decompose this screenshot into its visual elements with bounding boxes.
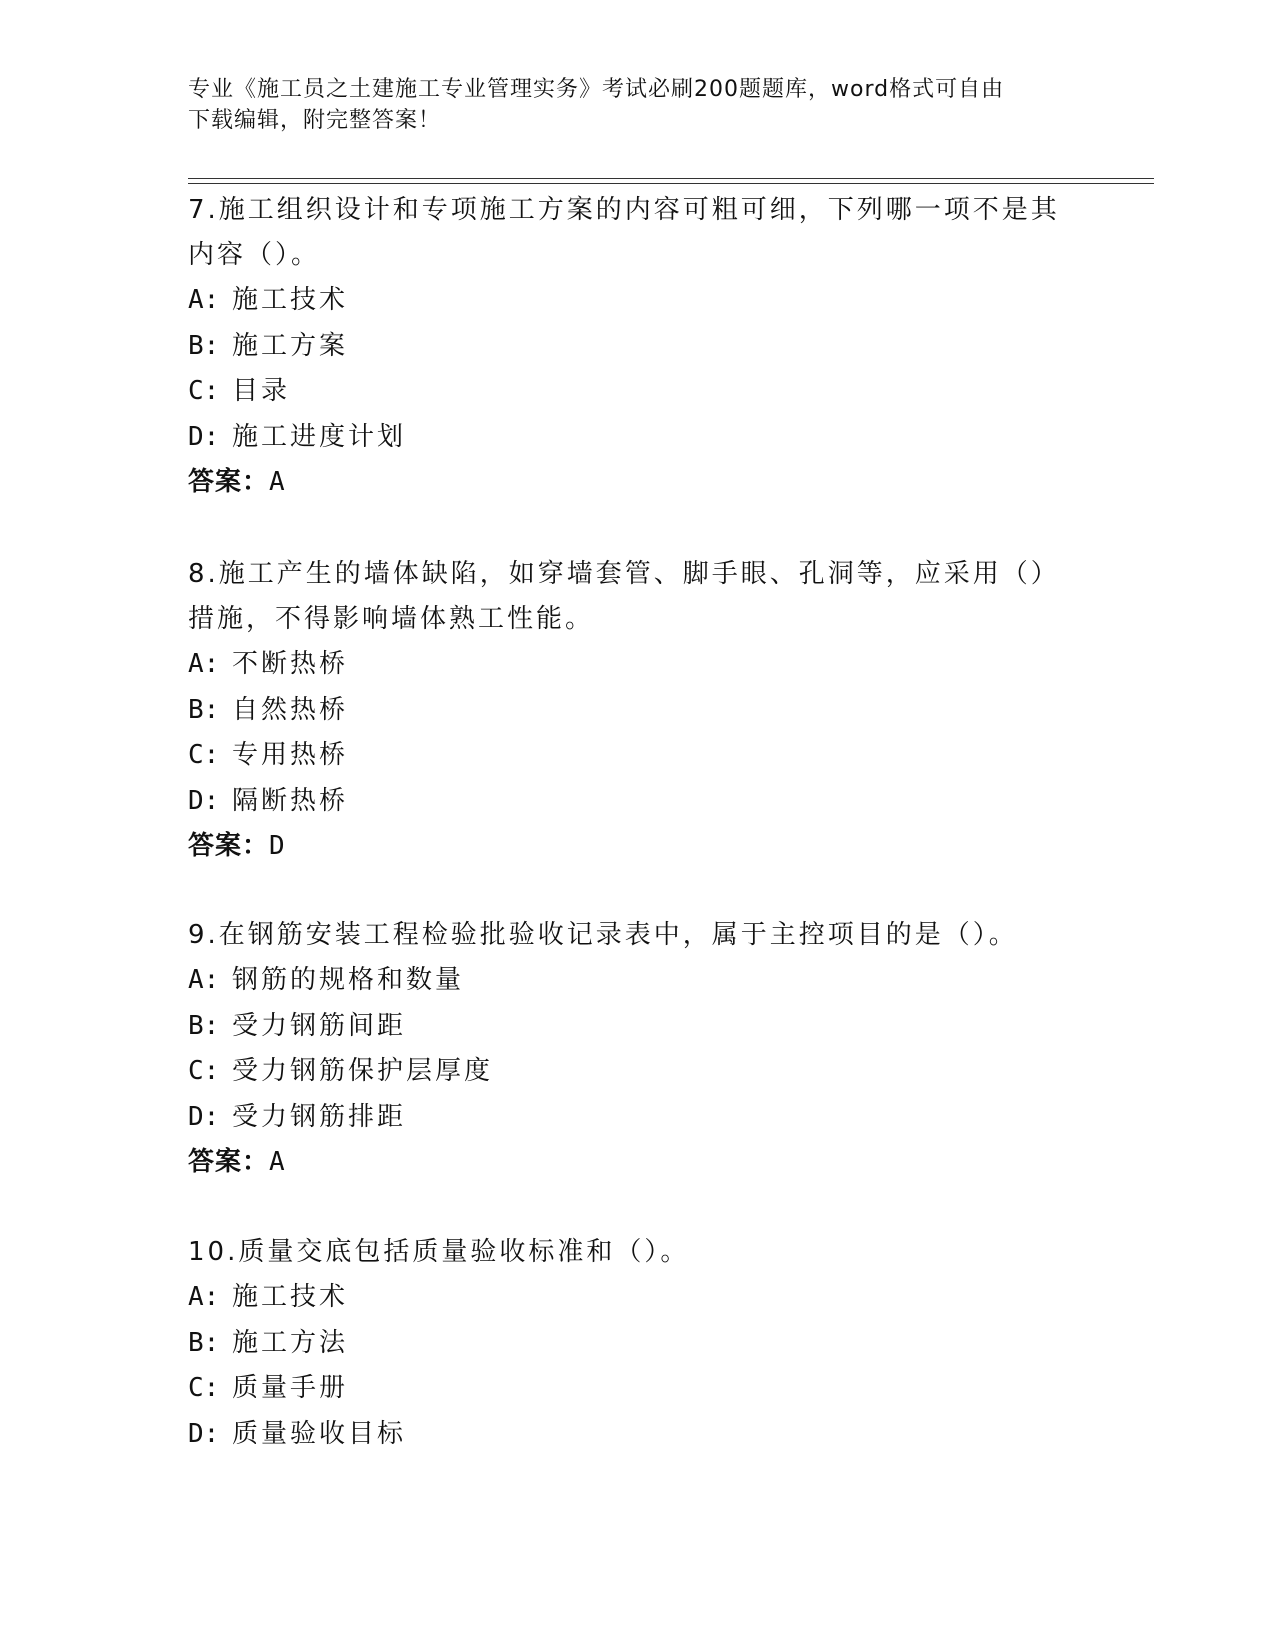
option-text: 施工方案 <box>232 330 349 361</box>
answer-label: 答案： <box>188 831 270 861</box>
answer-value: D <box>269 831 286 861</box>
option-d <box>188 1412 1088 1458</box>
option-key: A: <box>188 285 220 315</box>
option-text: 目录 <box>232 376 291 406</box>
option-key: A: <box>188 965 220 995</box>
option-a <box>188 958 1088 1004</box>
answer-label: 答案： <box>188 467 270 497</box>
answer-label: 答案： <box>188 1147 270 1177</box>
option-c <box>188 733 1088 779</box>
question-10 <box>188 1230 1088 1457</box>
option-text: 专用热桥 <box>232 740 349 770</box>
option-text: 质量验收目标 <box>232 1418 407 1449</box>
option-key: D: <box>188 1101 220 1132</box>
question-text: 9.在钢筋安装工程检验批验收记录表中，属于主控项目的是（）。 <box>188 920 1018 950</box>
option-text: 隔断热桥 <box>232 785 349 816</box>
option-text: 质量手册 <box>232 1373 349 1403</box>
option-key: B: <box>188 1327 220 1358</box>
option-d <box>188 415 1088 461</box>
question-text: 7.施工组织设计和专项施工方案的内容可粗可细，下列哪一项不是其内容（）。 <box>188 195 1060 270</box>
header-divider-bottom <box>188 183 1154 184</box>
answer-line <box>188 824 1088 869</box>
option-key: B: <box>188 1010 220 1041</box>
answer-value: A <box>269 1147 286 1177</box>
option-text: 施工技术 <box>232 1282 349 1312</box>
option-text: 受力钢筋排距 <box>232 1101 407 1132</box>
option-text: 不断热桥 <box>232 649 349 679</box>
option-text: 钢筋的规格和数量 <box>232 965 465 995</box>
option-d <box>188 1095 1088 1141</box>
option-key: C: <box>188 740 220 770</box>
answer-value: A <box>269 467 286 497</box>
header-divider-top <box>188 178 1154 179</box>
option-b <box>188 688 1088 734</box>
option-a <box>188 1275 1088 1321</box>
option-text: 受力钢筋间距 <box>232 1010 407 1041</box>
option-c <box>188 369 1088 415</box>
option-key: D: <box>188 421 220 452</box>
option-text: 自然热桥 <box>232 694 349 725</box>
question-9 <box>188 913 1088 1185</box>
option-key: C: <box>188 1056 220 1086</box>
question-8 <box>188 552 1088 869</box>
option-key: B: <box>188 694 220 725</box>
answer-line <box>188 1140 1088 1185</box>
option-text: 受力钢筋保护层厚度 <box>232 1056 494 1086</box>
option-key: A: <box>188 1282 220 1312</box>
option-key: D: <box>188 1418 220 1449</box>
header-line-1: 专业《施工员之土建施工专业管理实务》考试必刷200题题库，word格式可自由 <box>188 77 1005 102</box>
option-key: A: <box>188 649 220 679</box>
option-b <box>188 324 1088 370</box>
option-key: D: <box>188 785 220 816</box>
option-text: 施工方法 <box>232 1327 349 1358</box>
option-b <box>188 1321 1088 1367</box>
option-d <box>188 779 1088 825</box>
option-b <box>188 1004 1088 1050</box>
option-key: C: <box>188 1373 220 1403</box>
answer-line <box>188 460 1088 505</box>
option-text: 施工技术 <box>232 285 349 315</box>
question-text: 10.质量交底包括质量验收标准和（）。 <box>188 1237 690 1267</box>
option-c <box>188 1366 1088 1412</box>
option-a <box>188 642 1088 688</box>
option-key: B: <box>188 330 220 361</box>
document-header <box>188 74 1068 136</box>
option-text: 施工进度计划 <box>232 421 407 452</box>
option-c <box>188 1049 1088 1095</box>
question-7 <box>188 188 1088 505</box>
option-key: C: <box>188 376 220 406</box>
question-text: 8.施工产生的墙体缺陷，如穿墙套管、脚手眼、孔洞等，应采用（）措施，不得影响墙体熟工性能。 <box>188 559 1060 634</box>
option-a <box>188 278 1088 324</box>
header-line-2: 下载编辑，附完整答案！ <box>188 108 442 133</box>
